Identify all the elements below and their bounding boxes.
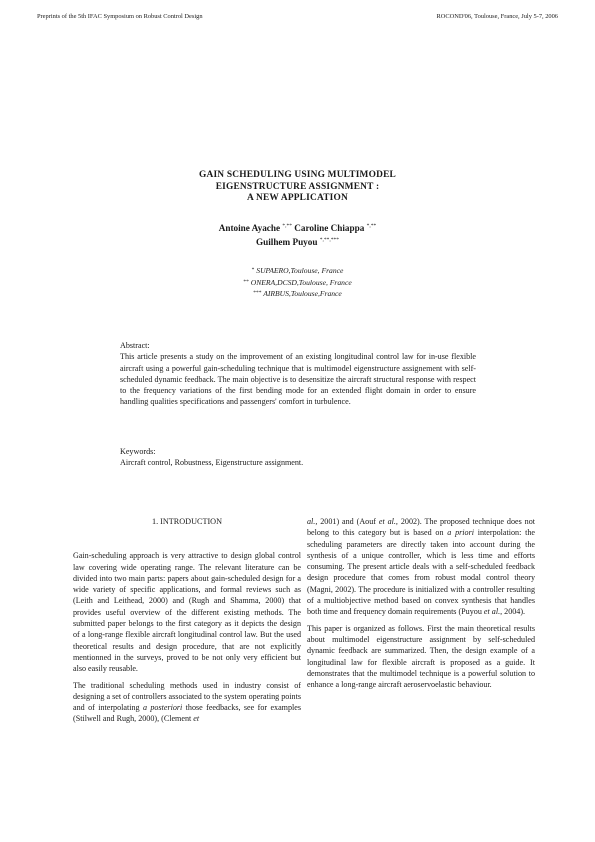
author-list bbox=[0, 220, 595, 248]
section-heading: 1. INTRODUCTION bbox=[151, 517, 223, 526]
affiliations bbox=[0, 265, 595, 300]
abstract-block bbox=[120, 340, 476, 408]
intro-paragraph-2 bbox=[73, 680, 301, 725]
title-line-1: GAIN SCHEDULING USING MULTIMODEL bbox=[199, 170, 396, 180]
italic-text: et al. bbox=[378, 517, 396, 526]
affiliation-mark: ** bbox=[243, 278, 249, 285]
intro-paragraph-3: This paper is organized as follows. First the main theoretical results about multimodel eigenstructure assignment by self-scheduled dynamic feedback are summarized. Then, the design example of a longitudinal law for flexible aircraft is proposed as a guide. It demonstrates that the multimodel technique is a powerful solution to enhance a long-range aircraft aeroservoelastic behaviour. bbox=[307, 623, 535, 690]
affiliation-text: AIRBUS,Toulouse,France bbox=[263, 289, 342, 298]
text-run: , 2001) and (Aouf bbox=[315, 517, 379, 526]
italic-text: a posteriori bbox=[142, 703, 183, 713]
affiliation-line bbox=[0, 277, 595, 289]
text-run: , 2002). The proposed technique does not belong to this category but is based on bbox=[307, 517, 535, 538]
text-run: those feedbacks, see for examples (Stilwell and Rugh, 2000), (Clement bbox=[73, 703, 302, 724]
author-name: Caroline Chiappa bbox=[294, 223, 365, 234]
abstract-label: Abstract: bbox=[120, 341, 150, 350]
author-line-1 bbox=[0, 220, 595, 234]
affiliation-line bbox=[0, 288, 595, 300]
italic-text: et al. bbox=[483, 607, 501, 617]
title-line-2: EIGENSTRUCTURE ASSIGNMENT : bbox=[215, 181, 380, 192]
running-header-left: Preprints of the 5th IFAC Symposium on Robust Control Design bbox=[37, 13, 203, 20]
author-affiliation-mark: *,** bbox=[366, 223, 377, 229]
intro-paragraph-2-continued bbox=[307, 516, 535, 618]
italic-text: et bbox=[193, 714, 200, 724]
affiliation-mark: *** bbox=[253, 290, 262, 296]
paper-title bbox=[0, 170, 595, 205]
keywords-text: Aircraft control, Robustness, Eigenstructure assignment. bbox=[120, 458, 304, 468]
affiliation-mark: * bbox=[251, 267, 255, 273]
abstract-text: This article presents a study on the improvement of an existing longitudinal control law for in-use flexible aircraft using a powerful gain-scheduling technique that is multimodel eigenstructure assignement with self-scheduled dynamic feedback. The main objective is to desensitize the aircraft structural response with respect to the frequency variations of the first bending mode for an extended flight domain in order to ensure handling qualities specifications and passengers' comfort in turbulence. bbox=[120, 352, 476, 407]
author-name: Guilhem Puyou bbox=[255, 237, 318, 248]
italic-text: a priori bbox=[447, 528, 474, 538]
running-header-right: ROCOND'06, Toulouse, France, July 5-7, 2006 bbox=[436, 13, 558, 20]
text-run: , 2004). bbox=[500, 607, 526, 617]
italic-text: al. bbox=[307, 517, 316, 526]
keywords-label: Keywords: bbox=[120, 447, 156, 456]
left-column bbox=[73, 516, 301, 730]
keywords-block bbox=[120, 446, 476, 469]
text-run: interpolation: the scheduling parameters are directly taken into account during the synthesis of a unique controller, which is less time and efforts consuming. The present article deals with a self-scheduled feedback design procedure that comes from robust modal control theory (Magni, 2002). The procedure is initialized with a controller resulting of a multiobjective method based on convex synthesis that handles both time and frequency domain requirements (Puyou bbox=[307, 528, 535, 617]
author-affiliation-mark: *,** bbox=[282, 223, 292, 229]
intro-paragraph-1: Gain-scheduling approach is very attractive to design global control law covering wide operating range. The relevant literature can be divided into two main parts: papers about gain-scheduled design for a wide variety of specific applications, and formal reviews such as (Leith and Leithead, 2000) and (Rugh and Shamma, 2000) that provides useful overview of the different existing methods. The submitted paper belongs to the first category as it depicts the design of a long-range flexible aircraft longitudinal control law. But the used theoretical results and design procedure, that are not explicitly mentionned in the surveys, proved to be not only very efficient but also easily reusable. bbox=[73, 551, 301, 674]
affiliation-text: SUPAERO,Toulouse, France bbox=[256, 266, 344, 275]
author-name: Antoine Ayache bbox=[218, 223, 281, 234]
author-line-2 bbox=[0, 234, 595, 248]
affiliation-line bbox=[0, 265, 595, 277]
right-column bbox=[307, 516, 535, 695]
text-run: The traditional scheduling methods used in industry consist of designing a set of controllers associated to the system operating points and of interpolating bbox=[73, 680, 301, 713]
title-line-3: A NEW APPLICATION bbox=[247, 193, 348, 203]
affiliation-text: ONERA,DCSD,Toulouse, France bbox=[250, 277, 352, 287]
author-affiliation-mark: *,**,*** bbox=[319, 237, 340, 244]
